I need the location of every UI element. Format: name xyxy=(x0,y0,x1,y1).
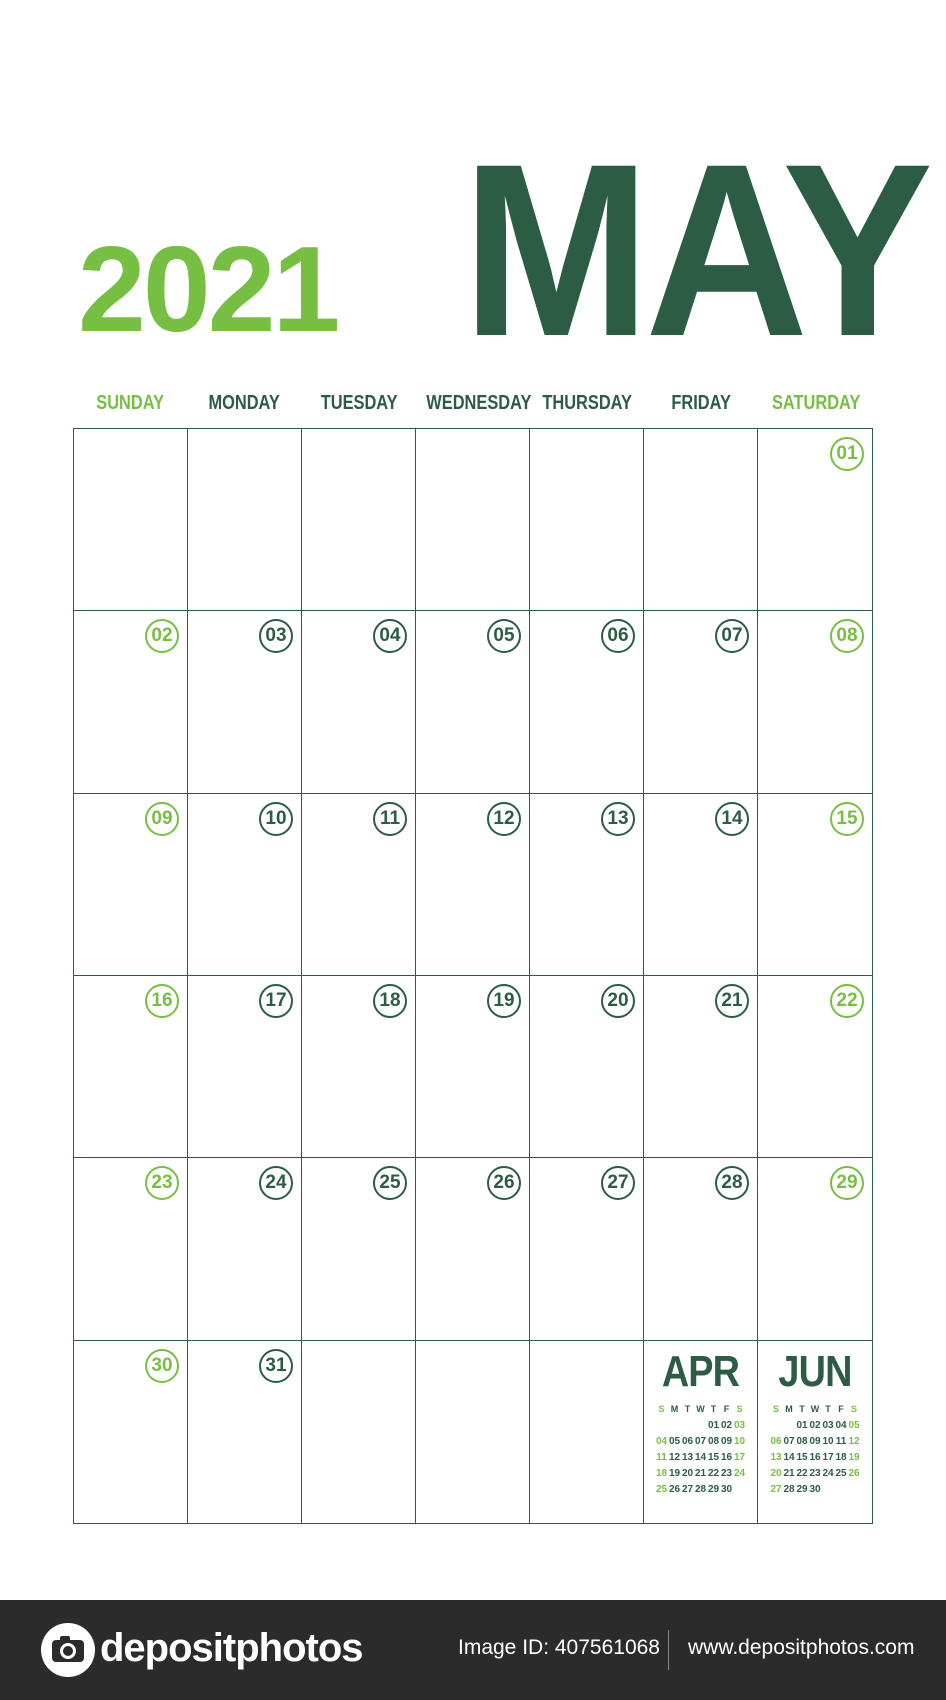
footer-divider xyxy=(668,1630,669,1670)
mini-day: 21 xyxy=(694,1467,707,1479)
mini-weekday-label: F xyxy=(723,1403,730,1414)
day-cell[interactable] xyxy=(644,976,758,1158)
day-number: 21 xyxy=(715,984,749,1018)
mini-day: 23 xyxy=(720,1467,733,1479)
mini-day: 24 xyxy=(822,1467,834,1479)
mini-day: 16 xyxy=(809,1451,821,1463)
day-number: 04 xyxy=(373,619,407,653)
day-cell[interactable] xyxy=(758,611,872,793)
day-number: 24 xyxy=(259,1166,293,1200)
mini-day: 29 xyxy=(707,1483,720,1495)
day-number: 22 xyxy=(830,984,864,1018)
day-cell[interactable] xyxy=(74,1158,188,1340)
mini-day: 03 xyxy=(733,1419,746,1431)
mini-day: 06 xyxy=(770,1435,782,1447)
mini-day: 30 xyxy=(720,1483,733,1495)
mini-day xyxy=(835,1483,848,1496)
day-cell[interactable] xyxy=(758,794,872,976)
mini-day: 01 xyxy=(707,1419,720,1431)
mini-day: 25 xyxy=(655,1483,668,1495)
day-cell[interactable] xyxy=(74,611,188,793)
day-cell[interactable] xyxy=(74,429,188,611)
day-cell[interactable] xyxy=(758,1341,872,1523)
mini-day: 25 xyxy=(835,1467,847,1479)
mini-day: 16 xyxy=(720,1451,733,1463)
mini-day: 05 xyxy=(668,1435,681,1447)
day-cell[interactable] xyxy=(530,1341,644,1523)
mini-day: 17 xyxy=(733,1451,746,1463)
mini-day: 24 xyxy=(733,1467,746,1479)
day-number: 06 xyxy=(601,619,635,653)
mini-day xyxy=(733,1483,746,1496)
mini-calendar-title: APR xyxy=(661,1346,740,1396)
day-number: 26 xyxy=(487,1166,521,1200)
mini-day: 20 xyxy=(770,1467,782,1479)
day-number: 23 xyxy=(145,1166,179,1200)
mini-calendar-apr xyxy=(644,1341,757,1523)
mini-day: 04 xyxy=(655,1435,668,1447)
year-title: 2021 xyxy=(78,221,338,357)
day-number: 25 xyxy=(373,1166,407,1200)
mini-weekday-label: M xyxy=(670,1403,679,1414)
day-cell[interactable] xyxy=(302,429,416,611)
day-number: 16 xyxy=(145,984,179,1018)
mini-weekday-label: T xyxy=(684,1403,691,1414)
mini-day: 09 xyxy=(720,1435,733,1447)
day-cell[interactable] xyxy=(416,976,530,1158)
logo-text: depositphotos xyxy=(100,1626,363,1670)
weekday-thursday: THURSDAY xyxy=(542,392,633,414)
day-cell[interactable] xyxy=(530,1158,644,1340)
mini-weekday-label: W xyxy=(696,1403,705,1414)
weekday-saturday: SATURDAY xyxy=(771,392,861,414)
day-cell[interactable] xyxy=(644,794,758,976)
mini-weekday-label: S xyxy=(772,1403,779,1414)
day-cell[interactable] xyxy=(188,429,302,611)
weekday-friday: FRIDAY xyxy=(671,392,732,414)
mini-day: 22 xyxy=(796,1467,808,1479)
footer-bar xyxy=(0,1600,946,1700)
mini-day: 07 xyxy=(783,1435,795,1447)
mini-day: 27 xyxy=(681,1483,694,1495)
day-number: 01 xyxy=(830,437,864,471)
mini-day: 04 xyxy=(835,1419,847,1431)
day-cell[interactable] xyxy=(416,1158,530,1340)
day-number: 27 xyxy=(601,1166,635,1200)
mini-day: 05 xyxy=(848,1419,860,1431)
day-cell[interactable] xyxy=(530,429,644,611)
weekday-header xyxy=(73,392,873,420)
day-cell[interactable] xyxy=(74,1341,188,1523)
mini-weekday-label: S xyxy=(658,1403,665,1414)
day-cell[interactable] xyxy=(758,429,872,611)
mini-weekday-label: F xyxy=(838,1403,844,1414)
day-number: 05 xyxy=(487,619,521,653)
day-number: 08 xyxy=(830,619,864,653)
camera-icon xyxy=(40,1622,96,1678)
mini-weekday-label: S xyxy=(736,1403,743,1414)
weekday-monday: MONDAY xyxy=(208,392,281,414)
day-cell[interactable] xyxy=(188,1341,302,1523)
mini-day: 01 xyxy=(796,1419,808,1431)
mini-day xyxy=(681,1419,694,1432)
day-cell[interactable] xyxy=(302,794,416,976)
day-number: 14 xyxy=(715,802,749,836)
mini-day: 18 xyxy=(655,1467,668,1479)
mini-day: 26 xyxy=(848,1467,860,1479)
day-cell[interactable] xyxy=(530,976,644,1158)
mini-day: 11 xyxy=(835,1435,847,1447)
day-cell[interactable] xyxy=(644,429,758,611)
mini-day xyxy=(694,1419,707,1432)
day-number: 02 xyxy=(145,619,179,653)
day-number: 18 xyxy=(373,984,407,1018)
mini-day xyxy=(770,1419,783,1432)
day-cell[interactable] xyxy=(188,1158,302,1340)
day-number: 17 xyxy=(259,984,293,1018)
mini-day: 29 xyxy=(796,1483,808,1495)
weekday-wednesday: WEDNESDAY xyxy=(426,392,532,414)
mini-day: 14 xyxy=(694,1451,707,1463)
mini-day: 02 xyxy=(720,1419,733,1431)
day-cell[interactable] xyxy=(188,976,302,1158)
day-number: 30 xyxy=(145,1349,179,1383)
mini-day xyxy=(848,1483,861,1496)
mini-day xyxy=(655,1419,668,1432)
mini-calendar-grid xyxy=(758,1403,872,1496)
mini-day: 13 xyxy=(770,1451,782,1463)
mini-day xyxy=(668,1419,681,1432)
mini-day: 28 xyxy=(783,1483,795,1495)
day-number: 07 xyxy=(715,619,749,653)
day-number: 20 xyxy=(601,984,635,1018)
day-cell[interactable] xyxy=(758,1158,872,1340)
mini-day: 21 xyxy=(783,1467,795,1479)
calendar-grid xyxy=(73,428,873,1524)
mini-day: 10 xyxy=(822,1435,834,1447)
mini-calendar-jun xyxy=(758,1341,872,1523)
mini-day: 15 xyxy=(707,1451,720,1463)
mini-day: 12 xyxy=(848,1435,860,1447)
weekday-sunday: SUNDAY xyxy=(96,392,165,414)
mini-weekday-label: T xyxy=(710,1403,717,1414)
mini-day: 06 xyxy=(681,1435,694,1447)
weekday-tuesday: TUESDAY xyxy=(320,392,398,414)
mini-day: 15 xyxy=(796,1451,808,1463)
day-cell[interactable] xyxy=(302,1158,416,1340)
mini-day: 18 xyxy=(835,1451,847,1463)
day-number: 19 xyxy=(487,984,521,1018)
day-cell[interactable] xyxy=(644,1158,758,1340)
mini-weekday-label: T xyxy=(799,1403,805,1414)
day-cell[interactable] xyxy=(416,794,530,976)
mini-day: 08 xyxy=(707,1435,720,1447)
day-number: 11 xyxy=(373,802,407,836)
mini-day: 17 xyxy=(822,1451,834,1463)
day-cell[interactable] xyxy=(302,1341,416,1523)
site-url: www.depositphotos.com xyxy=(688,1636,915,1659)
mini-weekday-label: M xyxy=(785,1403,793,1414)
day-cell[interactable] xyxy=(530,794,644,976)
mini-day: 03 xyxy=(822,1419,834,1431)
mini-day: 11 xyxy=(656,1451,667,1463)
day-cell[interactable] xyxy=(302,611,416,793)
mini-day: 28 xyxy=(694,1483,707,1495)
day-number: 12 xyxy=(487,802,521,836)
day-cell[interactable] xyxy=(416,429,530,611)
day-cell[interactable] xyxy=(74,794,188,976)
day-number: 28 xyxy=(715,1166,749,1200)
day-cell[interactable] xyxy=(644,611,758,793)
mini-day: 14 xyxy=(783,1451,795,1463)
day-cell[interactable] xyxy=(758,976,872,1158)
day-cell[interactable] xyxy=(188,611,302,793)
mini-day: 20 xyxy=(681,1467,694,1479)
month-title: MAY xyxy=(462,113,928,388)
mini-day: 27 xyxy=(770,1483,782,1495)
mini-day: 02 xyxy=(809,1419,821,1431)
image-id-text: Image ID: 407561068 xyxy=(458,1636,660,1659)
mini-day xyxy=(783,1419,796,1432)
mini-day: 08 xyxy=(796,1435,808,1447)
mini-weekday-label: S xyxy=(850,1403,857,1414)
mini-day xyxy=(822,1483,835,1496)
mini-day: 26 xyxy=(668,1483,681,1495)
day-number: 31 xyxy=(259,1349,293,1383)
mini-day: 10 xyxy=(733,1435,746,1447)
day-cell[interactable] xyxy=(416,1341,530,1523)
day-cell[interactable] xyxy=(530,611,644,793)
day-cell[interactable] xyxy=(644,1341,758,1523)
mini-day: 23 xyxy=(809,1467,821,1479)
day-cell[interactable] xyxy=(416,611,530,793)
mini-day: 09 xyxy=(809,1435,821,1447)
mini-day: 30 xyxy=(809,1483,821,1495)
day-cell[interactable] xyxy=(302,976,416,1158)
day-number: 09 xyxy=(145,802,179,836)
mini-calendar-title: JUN xyxy=(778,1346,852,1396)
day-number: 10 xyxy=(259,802,293,836)
mini-weekday-label: T xyxy=(825,1403,831,1414)
day-number: 29 xyxy=(830,1166,864,1200)
mini-day: 19 xyxy=(668,1467,681,1479)
day-cell[interactable] xyxy=(188,794,302,976)
mini-day: 19 xyxy=(848,1451,860,1463)
mini-day: 13 xyxy=(681,1451,694,1463)
mini-day: 07 xyxy=(694,1435,707,1447)
mini-day: 22 xyxy=(707,1467,720,1479)
mini-calendar-grid xyxy=(644,1403,757,1496)
day-number: 15 xyxy=(830,802,864,836)
day-cell[interactable] xyxy=(74,976,188,1158)
mini-day: 12 xyxy=(668,1451,681,1463)
day-number: 03 xyxy=(259,619,293,653)
day-number: 13 xyxy=(601,802,635,836)
mini-weekday-label: W xyxy=(810,1403,820,1414)
